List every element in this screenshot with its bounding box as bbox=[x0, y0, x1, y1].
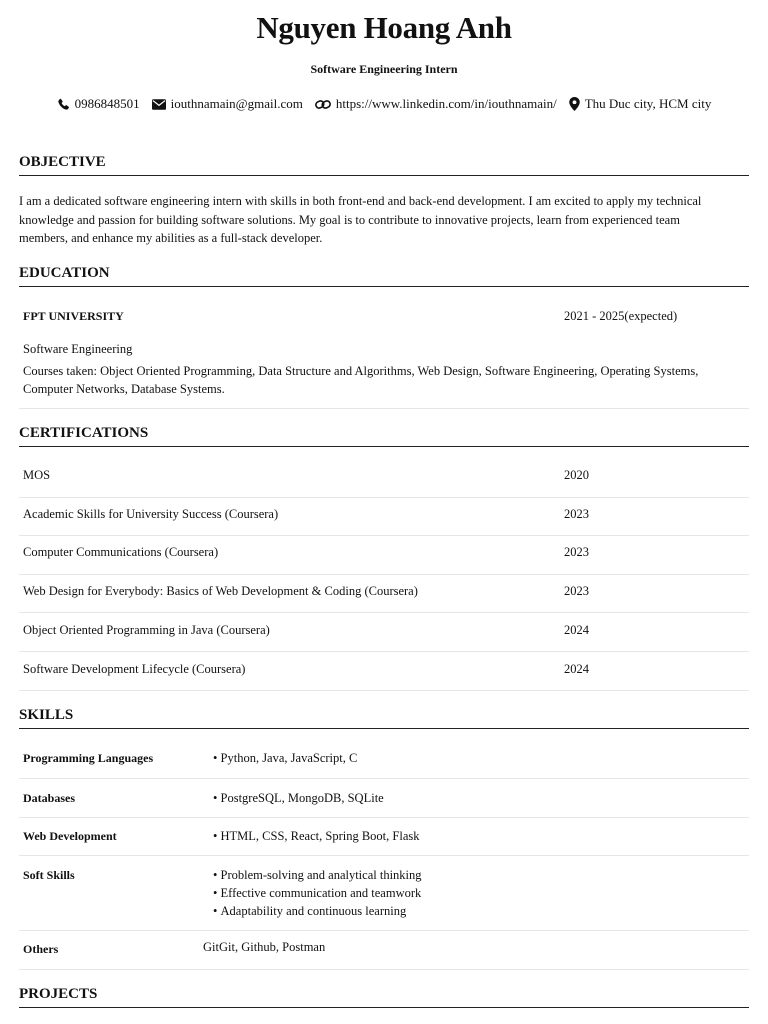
certification-row bbox=[19, 497, 749, 536]
skill-label: Databases bbox=[23, 791, 76, 805]
certification-row bbox=[19, 612, 749, 652]
objective-heading: OBJECTIVE bbox=[19, 154, 749, 176]
certification-name: Computer Communications (Coursera) bbox=[23, 545, 219, 559]
certification-name: Academic Skills for University Success (Coursera) bbox=[23, 507, 279, 521]
projects-heading: PROJECTS bbox=[19, 986, 749, 1008]
certification-name: Software Development Lifecycle (Coursera) bbox=[23, 662, 246, 676]
link-icon bbox=[315, 98, 331, 111]
certification-year: 2024 bbox=[564, 662, 589, 676]
certification-name: MOS bbox=[23, 468, 51, 482]
skill-item: • PostgreSQL, MongoDB, SQLite bbox=[213, 789, 384, 807]
skill-items bbox=[213, 789, 384, 807]
contact-email[interactable] bbox=[152, 96, 303, 112]
skill-item: • Effective communication and teamwork bbox=[213, 884, 422, 902]
objective-line: I am a dedicated software engineering intern with skills in both front-end and back-end development. I am excited to apply my technical bbox=[19, 194, 702, 208]
skill-label: Soft Skills bbox=[23, 868, 75, 882]
skill-row-programming bbox=[19, 732, 749, 779]
skills-heading: SKILLS bbox=[19, 707, 749, 729]
objective-text bbox=[19, 192, 745, 248]
candidate-title: Software Engineering Intern bbox=[310, 62, 458, 76]
skill-item: • Problem-solving and analytical thinking bbox=[213, 866, 422, 884]
skill-others-text: GitGit, Github, Postman bbox=[203, 940, 326, 954]
email-address[interactable]: iouthnamain@gmail.com bbox=[170, 96, 303, 111]
education-major: Software Engineering bbox=[23, 342, 133, 356]
education-period: 2021 - 2025(expected) bbox=[564, 309, 678, 323]
certification-name: Object Oriented Programming in Java (Coursera) bbox=[23, 623, 270, 637]
education-courses bbox=[23, 362, 743, 398]
courses-line: Courses taken: Object Oriented Programming, Data Structure and Algorithms, Web Design, Software Engineering, Operating Systems, bbox=[23, 364, 699, 378]
candidate-name: Nguyen Hoang Anh bbox=[256, 10, 512, 45]
objective-line: members, and enhance my abilities as a full-stack developer. bbox=[19, 231, 323, 245]
certification-year: 2024 bbox=[564, 623, 589, 637]
phone-icon bbox=[57, 98, 70, 111]
contact-bar bbox=[0, 96, 768, 112]
certifications-heading: CERTIFICATIONS bbox=[19, 425, 749, 447]
certification-row bbox=[19, 651, 749, 691]
certification-year: 2023 bbox=[564, 584, 589, 598]
skill-row-web bbox=[19, 817, 749, 856]
skill-label: Web Development bbox=[23, 829, 117, 843]
skill-row-others bbox=[19, 930, 749, 970]
skill-items bbox=[213, 827, 419, 845]
skill-item: • Adaptability and continuous learning bbox=[213, 902, 422, 920]
education-heading: EDUCATION bbox=[19, 265, 749, 287]
phone-number: 0986848501 bbox=[74, 96, 140, 111]
skill-label: Programming Languages bbox=[23, 751, 154, 765]
linkedin-url[interactable]: https://www.linkedin.com/in/iouthnamain/ bbox=[335, 96, 557, 111]
contact-linkedin[interactable] bbox=[315, 96, 557, 112]
skill-row-soft bbox=[19, 855, 749, 931]
contact-phone bbox=[57, 96, 140, 112]
skill-items bbox=[213, 866, 422, 920]
skill-label: Others bbox=[23, 942, 59, 956]
skill-item: • HTML, CSS, React, Spring Boot, Flask bbox=[213, 827, 419, 845]
contact-location bbox=[569, 96, 712, 112]
objective-line: knowledge and passion for building software solutions. My goal is to contribute to innovative projects, learn from experienced team bbox=[19, 212, 680, 227]
certification-year: 2023 bbox=[564, 507, 589, 521]
courses-line: Computer Networks, Database Systems. bbox=[23, 382, 225, 396]
location-text: Thu Duc city, HCM city bbox=[584, 96, 712, 111]
skill-row-databases bbox=[19, 778, 749, 818]
certification-row bbox=[19, 574, 749, 613]
certification-year: 2023 bbox=[564, 545, 589, 559]
certification-year: 2020 bbox=[564, 468, 589, 482]
school-name: FPT UNIVERSITY bbox=[23, 309, 124, 323]
certification-row bbox=[19, 450, 749, 498]
location-pin-icon bbox=[569, 97, 580, 111]
certification-name: Web Design for Everybody: Basics of Web Development & Coding (Coursera) bbox=[23, 584, 418, 598]
skill-item: • Python, Java, JavaScript, C bbox=[213, 749, 357, 767]
skill-items bbox=[213, 749, 357, 767]
envelope-icon bbox=[152, 99, 166, 110]
certification-row bbox=[19, 535, 749, 575]
